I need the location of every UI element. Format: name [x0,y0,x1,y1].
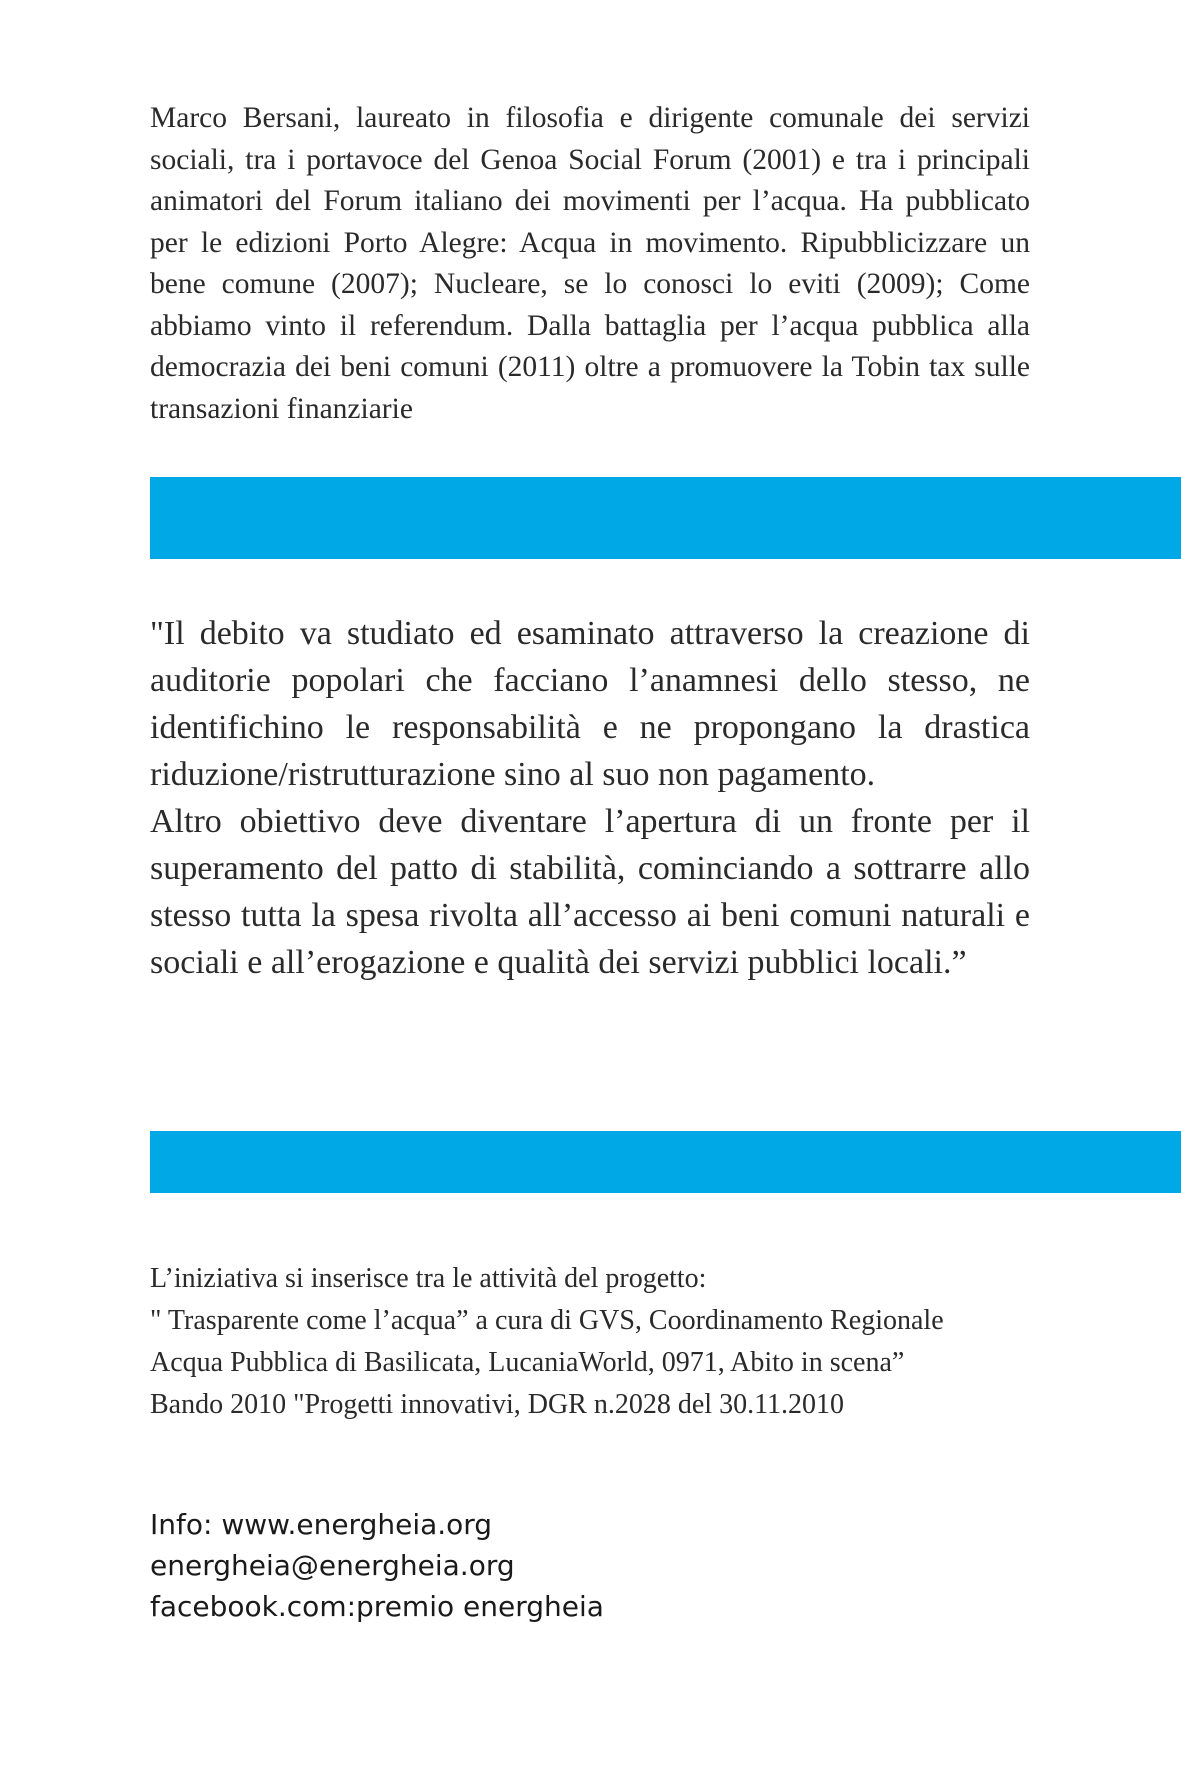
quote-block [150,610,1030,986]
info-email: energheia@energheia.org [150,1549,515,1582]
initiative-line: Bando 2010 "Progetti innovativi, DGR n.2028 del 30.11.2010 [150,1389,845,1420]
initiative-note [150,1258,1030,1426]
contact-info [150,1504,1030,1627]
blue-divider-band-bottom [150,1131,1181,1193]
quote-paragraph-1: "Il debito va studiato ed esaminato attraverso la creazione di auditorie popolari che facciano l’anamnesi dello stesso, ne identifichino le responsabilità e ne propongano la drastica riduzione/ristrutturazione sino al suo non pagamento. [150,615,1030,793]
initiative-line: " Trasparente come l’acqua” a cura di GVS, Coordinamento Regionale [150,1305,944,1336]
blue-divider-band-top [150,477,1181,559]
info-facebook: facebook.com:premio energheia [150,1590,604,1623]
author-bio [150,98,1030,430]
info-website: Info: www.energheia.org [150,1508,493,1541]
author-bio-text: Marco Bersani, laureato in filosofia e dirigente comunale dei servizi sociali, tra i portavoce del Genoa Social Forum (2001) e tra i principali animatori del Forum italiano dei movimenti per l’acqua. Ha pubblicato per le edizioni Porto Alegre: Acqua in movimento. Ripubblicizzare un bene comune (2007); Nucleare, se lo conosci lo eviti (2009); Come abbiamo vinto il referendum. Dalla battaglia per l’acqua pubblica alla democrazia dei beni comuni (2011) oltre a promuovere la Tobin tax sulle transazioni finanziarie [150,102,1030,425]
quote-paragraph-2: Altro obiettivo deve diventare l’apertura di un fronte per il superamento del patto di stabilità, cominciando a sottrarre allo stesso tutta la spesa rivolta all’accesso ai beni comuni naturali e sociali e all’erogazione e qualità dei servizi pubblici locali.” [150,803,1030,981]
initiative-line: Acqua Pubblica di Basilicata, LucaniaWorld, 0971, Abito in scena” [150,1347,905,1378]
initiative-line: L’iniziativa si inserisce tra le attività del progetto: [150,1263,707,1294]
